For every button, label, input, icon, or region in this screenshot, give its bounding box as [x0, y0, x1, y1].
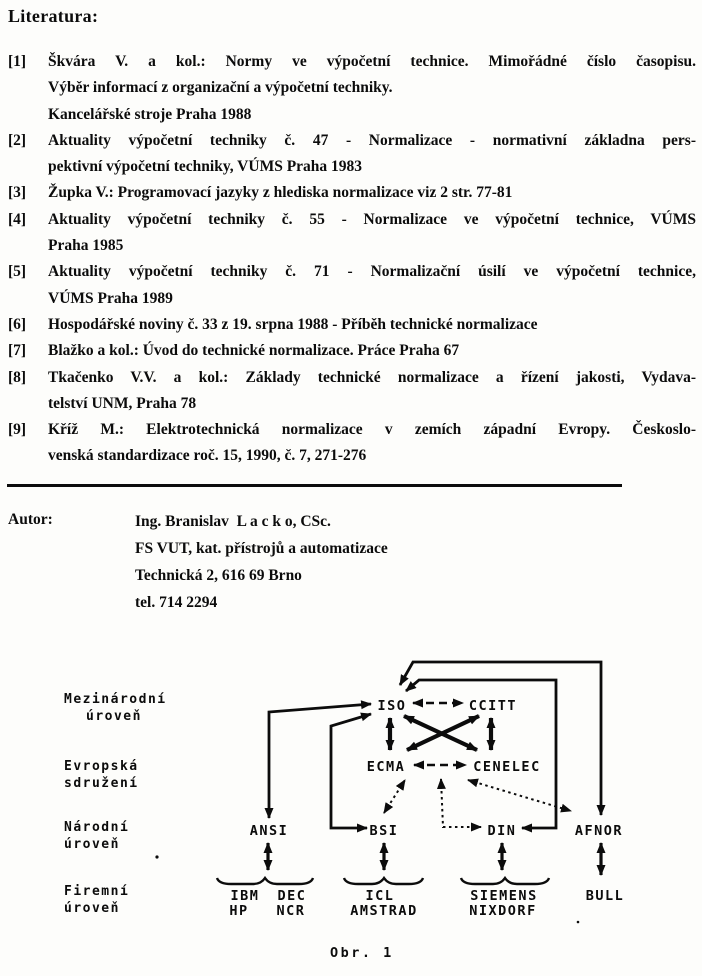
- reference-line: venská standardizace roč. 15, 1990, č. 7, 271-276: [48, 447, 367, 465]
- author-phone: tel. 714 2294: [135, 594, 218, 611]
- figure-caption: Obr. 1: [330, 945, 394, 961]
- reference-entry-1: [8, 49, 696, 128]
- reference-list: [8, 49, 696, 470]
- level-label-european: Evropská: [64, 759, 139, 774]
- node-ecma: ECMA: [366, 759, 406, 775]
- author-address: Technická 2, 616 69 Brno: [135, 567, 302, 584]
- node-bsi: BSI: [369, 823, 399, 839]
- node-cenelec: CENELEC: [473, 759, 541, 775]
- company-hp: HP: [229, 903, 249, 919]
- reference-line: Praha 1985: [48, 237, 124, 255]
- reference-line: Hospodářské noviny č. 33 z 19. srpna 1988 - Příběh technické normalizace: [48, 315, 538, 333]
- company-amstrad: AMSTRAD: [350, 903, 418, 919]
- author-dept: FS VUT, kat. přístrojů a automatizace: [135, 540, 388, 557]
- level-label-national-2: úroveň: [64, 837, 120, 852]
- reference-line: VÚMS Praha 1989: [48, 289, 173, 307]
- node-afnor: AFNOR: [574, 823, 624, 839]
- reference-entry-9: [8, 417, 696, 470]
- level-label-company-2: úroveň: [64, 901, 120, 916]
- standards-hierarchy-diagram: [0, 645, 702, 970]
- page-title: Literatura:: [8, 6, 99, 26]
- reference-number: [7]: [8, 342, 27, 360]
- node-ansi: ANSI: [249, 823, 289, 839]
- reference-entry-3: [8, 180, 696, 206]
- reference-line: Kancelářské stroje Praha 1988: [48, 105, 252, 123]
- company-ncr: NCR: [276, 903, 306, 919]
- author-name: Ing. Branislav L a c k o, CSc.: [135, 513, 331, 530]
- reference-number: [9]: [8, 421, 27, 439]
- reference-number: [6]: [8, 315, 27, 333]
- node-iso: ISO: [377, 698, 407, 714]
- reference-line: Kříž M.: Elektrotechnická normalizace v zemích západní Evropy. Českoslo-: [48, 421, 696, 439]
- reference-line: pektivní výpočetní techniky, VÚMS Praha 1983: [48, 158, 363, 176]
- company-icl: ICL: [365, 888, 395, 904]
- company-ibm: IBM: [230, 888, 260, 904]
- reference-number: [4]: [8, 210, 27, 228]
- level-label-international-2: úroveň: [86, 709, 142, 724]
- reference-entry-4: [8, 207, 696, 260]
- reference-number: [1]: [8, 53, 27, 70]
- level-label-national: Národní: [64, 820, 130, 835]
- arrow-ansi-iso: [269, 704, 371, 818]
- arrow-din-ecma-dotted: [441, 779, 481, 827]
- author-label: Autor:: [8, 511, 53, 528]
- author-block: [8, 508, 658, 616]
- reference-line: Aktuality výpočetní techniky č. 55 - Normalizace ve výpočetní technice, VÚMS: [48, 210, 696, 228]
- node-ccitt: CCITT: [468, 698, 518, 714]
- reference-number: [3]: [8, 184, 27, 202]
- reference-line: Blažko a kol.: Úvod do technické normalizace. Práce Praha 67: [48, 342, 460, 360]
- reference-line: Župka V.: Programovací jazyky z hlediska normalizace viz 2 str. 77-81: [48, 184, 513, 202]
- level-label-european-2: sdružení: [64, 776, 139, 791]
- company-dec: DEC: [277, 888, 307, 904]
- scan-speck: [155, 855, 158, 858]
- reference-number: [2]: [8, 131, 27, 149]
- reference-number: [8]: [8, 368, 27, 386]
- arrow-bsi-iso: [331, 714, 371, 828]
- company-siemens: SIEMENS: [470, 888, 538, 904]
- reference-line: Tkačenko V.V. a kol.: Základy technické normalizace a řízení jakosti, Vydava-: [48, 368, 696, 386]
- scan-speck: [577, 921, 580, 924]
- reference-entry-6: [8, 312, 696, 338]
- reference-line: Aktuality výpočetní techniky č. 47 - Normalizace - normativní základna pers-: [48, 131, 696, 149]
- reference-entry-2: [8, 128, 696, 181]
- level-label-company: Firemní: [64, 884, 130, 899]
- arrow-bsi-ecma-dotted: [384, 780, 405, 813]
- brace-ibm-dec: [217, 878, 313, 884]
- reference-line: Výběr informací z organizační a výpočetní techniky.: [48, 79, 393, 97]
- reference-entry-5: [8, 259, 696, 312]
- reference-entry-7: [8, 338, 696, 364]
- reference-line: telství UNM, Praha 78: [48, 394, 197, 412]
- reference-number: [5]: [8, 263, 27, 281]
- divider-line: [7, 484, 622, 487]
- reference-entry-8: [8, 365, 696, 418]
- company-bull: BULL: [585, 888, 625, 904]
- brace-siemens-nixdorf: [461, 878, 549, 884]
- level-label-international: Mezinárodní: [64, 692, 167, 707]
- node-din: DIN: [487, 823, 517, 839]
- reference-line: Aktuality výpočetní techniky č. 71 - Normalizační úsilí ve výpočetní technice,: [48, 263, 696, 281]
- company-nixdorf: NIXDORF: [469, 903, 537, 919]
- brace-icl-amstrad: [344, 878, 423, 884]
- reference-line: Škvára V. a kol.: Normy ve výpočetní technice. Mimořádné číslo časopisu.: [48, 53, 696, 70]
